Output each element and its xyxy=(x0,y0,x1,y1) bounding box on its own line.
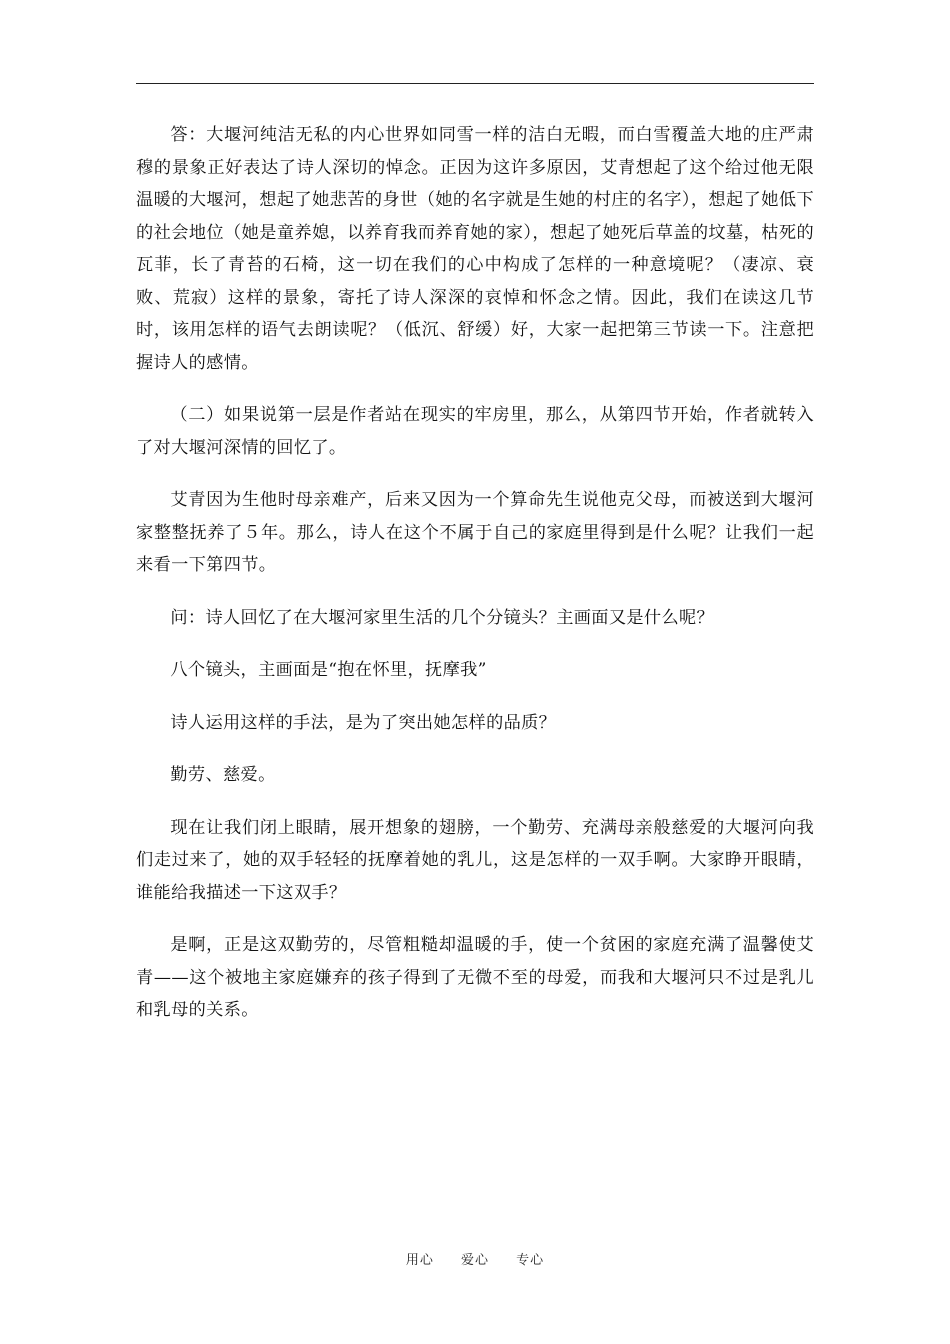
paragraph-question: 问：诗人回忆了在大堰河家里生活的几个分镜头？主画面又是什么呢？ xyxy=(170,607,715,628)
paragraph-section-two: （二）如果说第一层是作者站在现实的牢房里，那么，从第四节开始，作者就转入了对大堰河深情的回忆了。 xyxy=(136,405,814,458)
paragraph-question-quality: 诗人运用这样的手法，是为了突出她怎样的品质？ xyxy=(170,712,557,733)
footer-motto-2: 爱心 xyxy=(460,1253,489,1268)
page-footer xyxy=(0,1249,950,1268)
paragraph-imagine: 现在让我们闭上眼睛，展开想象的翅膀，一个勤劳、充满母亲般慈爱的大堰河向我们走过来了，她的双手轻轻的抚摩着她的乳儿，这是怎样的一双手啊。大家睁开眼睛，谁能给我描述一下这双手？ xyxy=(136,817,814,903)
footer-motto-1: 用心 xyxy=(405,1253,434,1268)
paragraph-answer: 答：大堰河纯洁无私的内心世界如同雪一样的洁白无暇，而白雪覆盖大地的庄严肃穆的景象正好表达了诗人深切的悼念。正因为这许多原因，艾青想起了这个给过他无限温暖的大堰河，想起了她悲苦的身世（她的名字就是生她的村庄的名字），想起了她低下的社会地位（她是童养媳，以养育我而养育她的家），想起了她死后草盖的坟墓，枯死的瓦菲，长了青苔的石椅，这一切在我们的心中构成了怎样的一种意境呢？（凄凉、衰败、荒寂）这样的景象，寄托了诗人深深的哀悼和怀念之情。因此，我们在读这几节时，该用怎样的语气去朗读呢？（低沉、舒缓）好，大家一起把第三节读一下。注意把握诗人的感情。 xyxy=(136,125,814,373)
paragraph-answer-quality: 勤劳、慈爱。 xyxy=(170,765,276,785)
paragraph-answer-shots: 八个镜头，主画面是“抱在怀里，抚摩我” xyxy=(170,660,487,680)
header-rule xyxy=(136,83,814,84)
paragraph-background: 艾青因为生他时母亲难产，后来又因为一个算命先生说他克父母，而被送到大堰河家整整抚养了５年。那么，诗人在这个不属于自己的家庭里得到是什么呢？让我们一起来看一下第四节。 xyxy=(136,490,814,575)
document-body xyxy=(136,119,814,1027)
paragraph-conclusion: 是啊，正是这双勤劳的，尽管粗糙却温暖的手，使一个贫困的家庭充满了温馨使艾青——这个被地主家庭嫌弃的孩子得到了无微不至的母爱，而我和大堰河只不过是乳儿和乳母的关系。 xyxy=(136,935,814,1020)
footer-motto-3: 专心 xyxy=(516,1253,545,1268)
